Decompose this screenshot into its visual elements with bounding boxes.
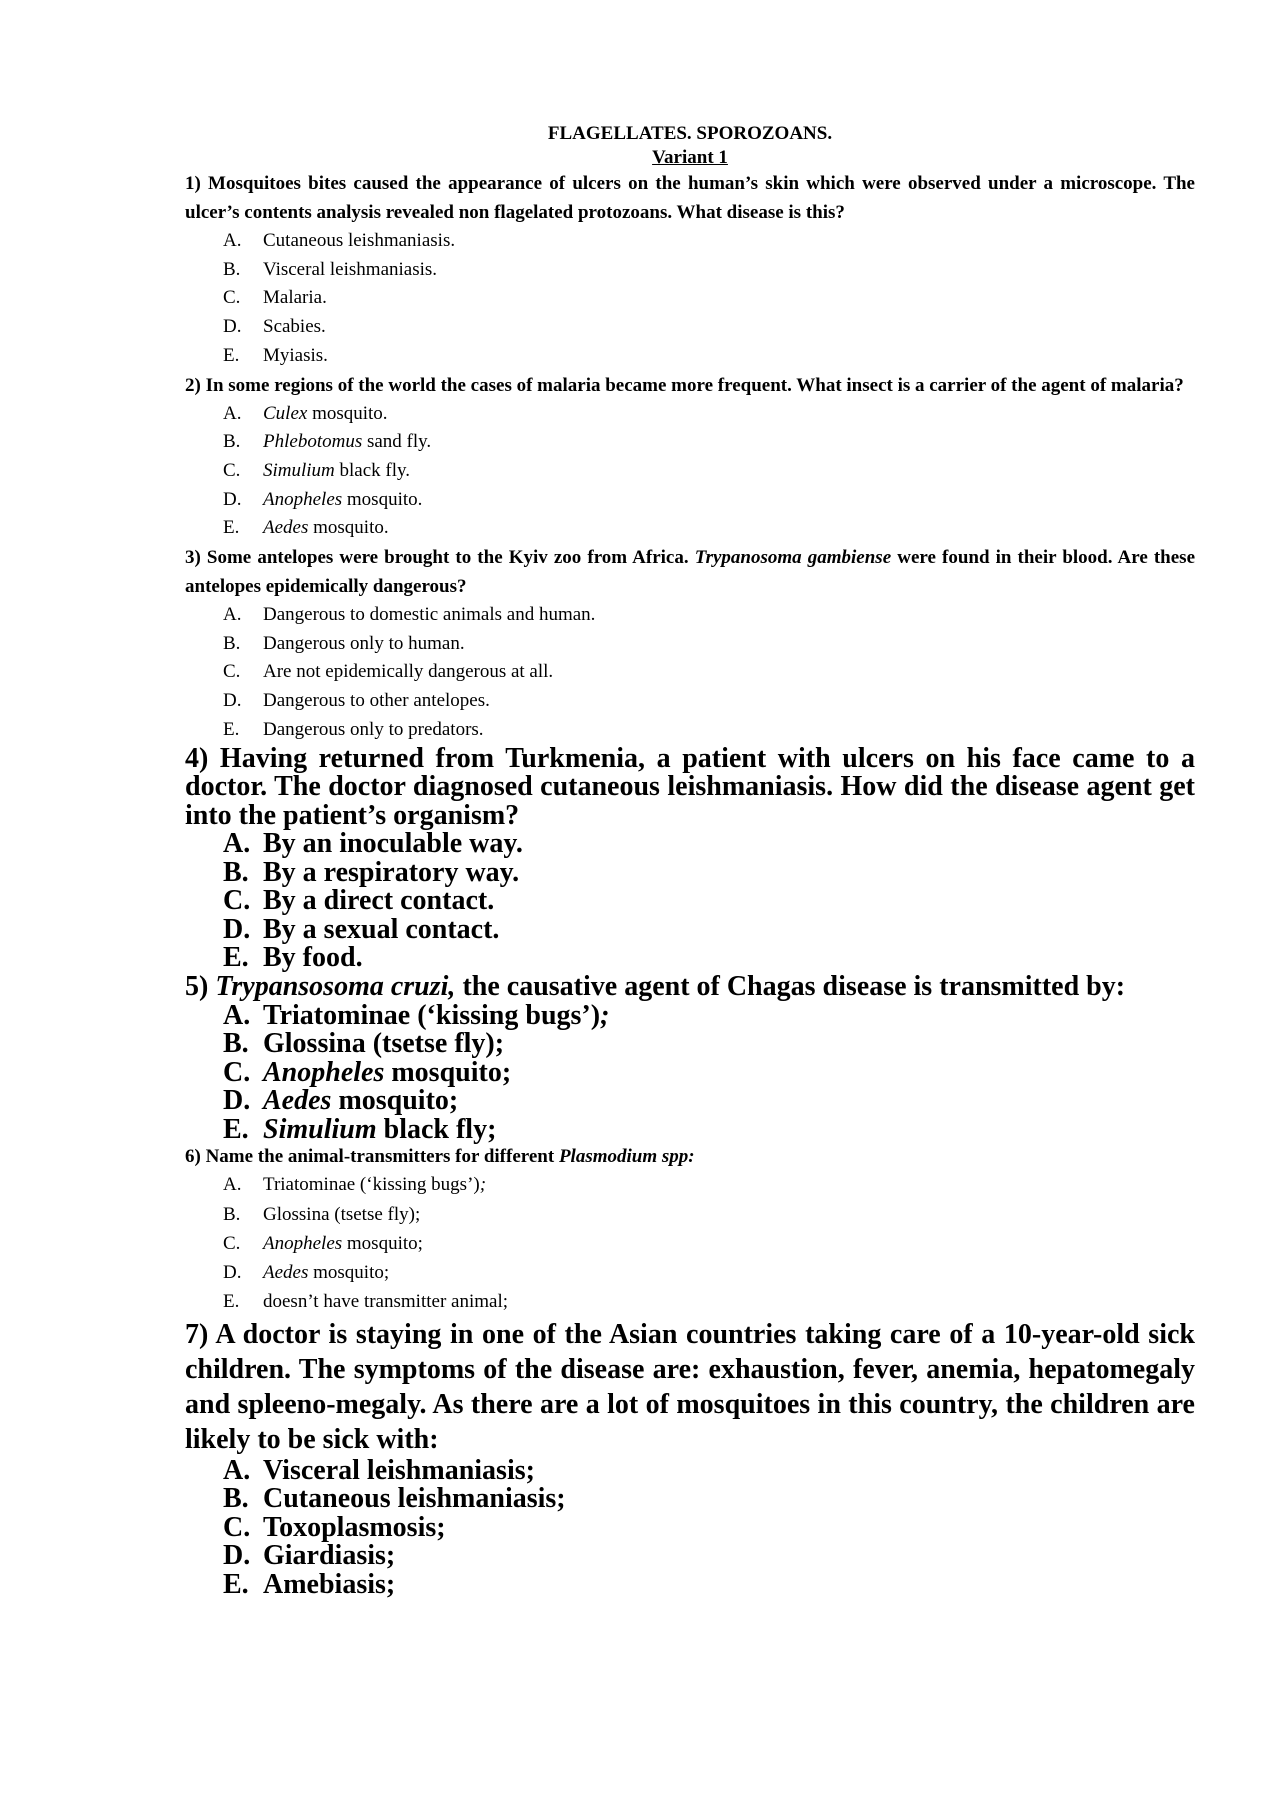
option-c[interactable]: C. Are not epidemically dangerous at all.	[223, 661, 554, 683]
option-b[interactable]: B. Dangerous only to human.	[223, 632, 465, 654]
option-e[interactable]: E. Dangerous only to predators.	[223, 718, 484, 740]
question-3-options	[185, 601, 1195, 745]
question-7-text: 7) A doctor is staying in one of the Asian countries taking care of a 10-year-old sick children. The symptoms of the disease are: exhaustion, fever, anemia, hepatomegaly and spleeno-megaly. As there are a lot of mosquitoes in this country, the children are likely to be sick with:	[185, 1318, 1195, 1455]
option-a[interactable]: A. Cutaneous leishmaniasis.	[223, 230, 456, 251]
question-3-text: 3) Some antelopes were brought to the Kyiv zoo from Africa. Trypanosoma gambiense were found in their blood. Are these antelopes epidemically dangerous?	[185, 547, 1196, 598]
question-2	[185, 371, 1195, 544]
option-b[interactable]: B. Phlebotomus sand fly.	[223, 431, 432, 453]
option-b[interactable]: B. Visceral leishmaniasis.	[223, 258, 438, 280]
question-1-options	[185, 227, 1195, 371]
question-5-text: 5) Trypansosoma cruzi, the causative agent of Chagas disease is transmitted by:	[185, 971, 1126, 1003]
question-6	[185, 1144, 1195, 1316]
option-a[interactable]: A. Triatominae (‘kissing bugs’);	[223, 999, 610, 1031]
option-e[interactable]: E. By food.	[223, 942, 363, 974]
question-6-text: 6) Name the animal-transmitters for different Plasmodium spp:	[185, 1146, 695, 1168]
option-d[interactable]: D. Anopheles mosquito.	[223, 488, 423, 510]
question-1	[185, 169, 1195, 371]
option-e[interactable]: E. Myiasis.	[223, 344, 328, 366]
option-e[interactable]: E. Amebiasis;	[223, 1568, 396, 1600]
option-a[interactable]: A. By an inoculable way.	[223, 828, 523, 860]
question-2-text: 2) In some regions of the world the cases of malaria became more frequent. What insect is a carrier of the agent of malaria?	[185, 374, 1184, 396]
option-d[interactable]: D. Giardiasis;	[223, 1540, 396, 1572]
option-d[interactable]: D. Dangerous to other antelopes.	[223, 690, 490, 712]
variant-heading: Variant 1	[652, 147, 728, 168]
option-a[interactable]: A. Dangerous to domestic animals and human.	[223, 604, 596, 626]
option-c[interactable]: C. Toxoplasmosis;	[223, 1511, 446, 1543]
option-e[interactable]: E. doesn’t have transmitter animal;	[223, 1291, 508, 1313]
option-e[interactable]: E. Simulium black fly;	[223, 1113, 497, 1145]
option-c[interactable]: C. Malaria.	[223, 287, 327, 309]
question-5	[185, 973, 1195, 1144]
document-page	[185, 120, 1195, 1599]
option-b[interactable]: B. Cutaneous leishmaniasis;	[223, 1483, 566, 1515]
option-b[interactable]: B. By a respiratory way.	[223, 856, 520, 888]
option-c[interactable]: C. Anopheles mosquito;	[223, 1232, 423, 1254]
option-c[interactable]: C. Anopheles mosquito;	[223, 1056, 512, 1088]
question-7-options	[185, 1454, 1195, 1600]
question-1-text: 1) Mosquitoes bites caused the appearance of ulcers on the human’s skin which were observed under a microscope. The ulcer’s contents analysis revealed non flagelated protozoans. What disease is this?	[185, 173, 1195, 223]
option-b[interactable]: B. Glossina (tsetse fly);	[223, 1028, 505, 1060]
option-d[interactable]: D. Aedes mosquito;	[223, 1262, 390, 1284]
question-4-text: 4) Having returned from Turkmenia, a patient with ulcers on his face came to a doctor. The doctor diagnosed cutaneous leishmaniasis. How did the disease agent get into the patient’s organism?	[185, 742, 1195, 831]
option-e[interactable]: E. Aedes mosquito.	[223, 517, 389, 539]
question-4-options	[185, 830, 1195, 973]
option-a[interactable]: A. Visceral leishmaniasis;	[223, 1454, 535, 1486]
document-title: FLAGELLATES. SPOROZOANS.	[547, 123, 833, 144]
option-d[interactable]: D. Scabies.	[223, 316, 326, 338]
option-d[interactable]: D. By a sexual contact.	[223, 913, 500, 945]
option-a[interactable]: A. Culex mosquito.	[223, 402, 388, 424]
question-6-options	[185, 1170, 1195, 1316]
option-c[interactable]: C. By a direct contact.	[223, 885, 495, 917]
question-3	[185, 543, 1195, 745]
option-d[interactable]: D. Aedes mosquito;	[223, 1085, 459, 1117]
option-b[interactable]: B. Glossina (tsetse fly);	[223, 1203, 421, 1225]
question-7	[185, 1317, 1195, 1600]
question-4	[185, 742, 1195, 974]
option-a[interactable]: A. Triatominae (‘kissing bugs’);	[223, 1174, 487, 1196]
question-2-options	[185, 400, 1195, 544]
option-c[interactable]: C. Simulium black fly.	[223, 459, 411, 481]
question-5-options	[185, 999, 1195, 1145]
